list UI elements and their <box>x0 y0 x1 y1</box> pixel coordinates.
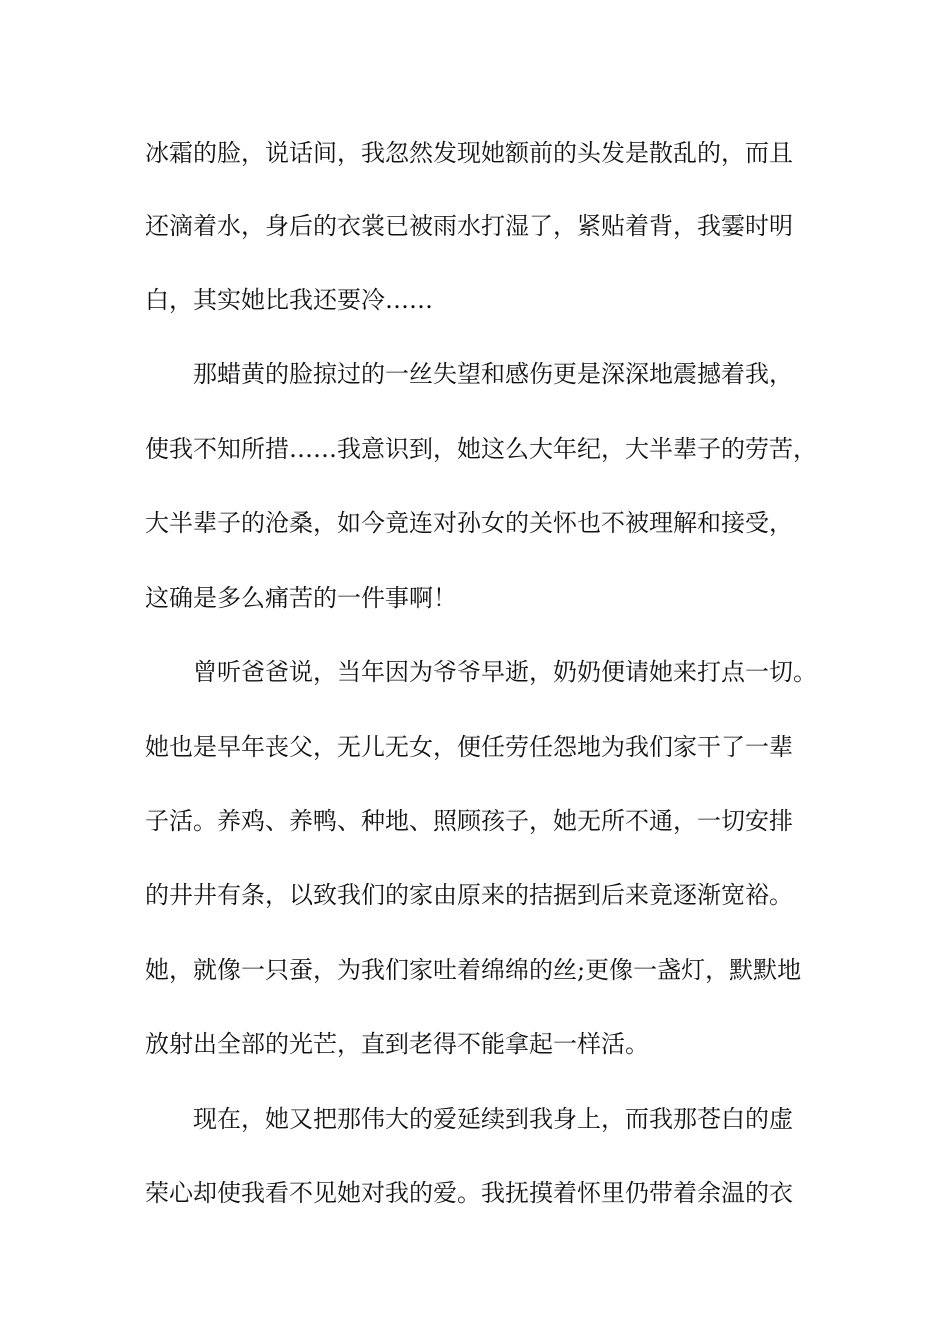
text-line: 大半辈子的沧桑，如今竟连对孙女的关怀也不被理解和接受， <box>145 509 793 537</box>
text-line: 荣心却使我看不见她对我的爱。我抚摸着怀里仍带着余温的衣 <box>145 1179 793 1207</box>
text-line: 还滴着水，身后的衣裳已被雨水打湿了，紧贴着背，我霎时明 <box>145 212 793 240</box>
text-line: 这确是多么痛苦的一件事啊！ <box>145 584 457 612</box>
text-line: 使我不知所措……我意识到，她这么大年纪，大半辈子的劳苦， <box>145 435 817 463</box>
paragraph-start-line: 现在，她又把那伟大的爱延续到我身上，而我那苍白的虚 <box>193 1105 793 1133</box>
text-line: 的井井有条，以致我们的家由原来的拮据到后来竟逐渐宽裕。 <box>145 881 793 909</box>
text-line: 放射出全部的光芒，直到老得不能拿起一样活。 <box>145 1030 649 1058</box>
text-line: 冰霜的脸，说话间，我忽然发现她额前的头发是散乱的，而且 <box>145 139 793 167</box>
text-line: 她，就像一只蚕，为我们家吐着绵绵的丝;更像一盏灯，默默地 <box>145 956 802 984</box>
paragraph-start-line: 那蜡黄的脸掠过的一丝失望和感伤更是深深地震撼着我， <box>193 360 793 388</box>
text-line: 子活。养鸡、养鸭、种地、照顾孩子，她无所不通，一切安排 <box>145 807 793 835</box>
text-line: 白，其实她比我还要冷…… <box>145 286 433 314</box>
text-line: 她也是早年丧父，无儿无女，便任劳任怨地为我们家干了一辈 <box>145 733 793 761</box>
paragraph-start-line: 曾听爸爸说，当年因为爷爷早逝，奶奶便请她来打点一切。 <box>193 658 817 686</box>
